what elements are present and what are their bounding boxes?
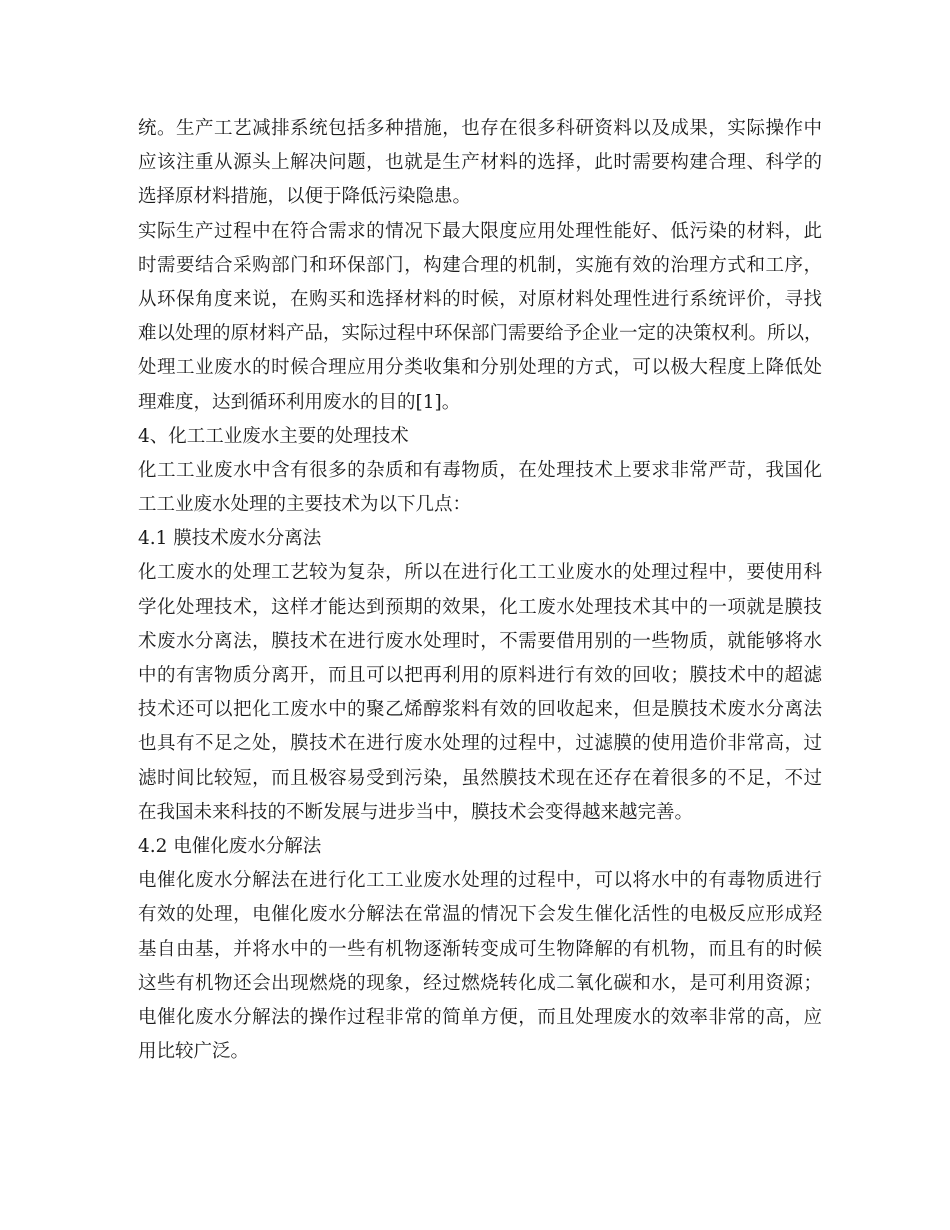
text-line: 选择原材料措施，以便于降低污染隐患。 bbox=[138, 186, 472, 208]
text-line: 时需要结合采购部门和环保部门，构建合理的机制，实施有效的治理方式和工序， bbox=[138, 254, 822, 276]
text-line: 也具有不足之处，膜技术在进行废水处理的过程中，过滤膜的使用造价非常高，过 bbox=[138, 733, 822, 755]
text-line: 实际生产过程中在符合需求的情况下最大限度应用处理性能好、低污染的材料，此 bbox=[138, 220, 822, 242]
text-line: 从环保角度来说，在购买和选择材料的时候，对原材料处理性进行系统评价，寻找 bbox=[138, 288, 822, 310]
text-line: 技术还可以把化工废水中的聚乙烯醇浆料有效的回收起来，但是膜技术废水分离法 bbox=[138, 699, 822, 721]
text-line: 这些有机物还会出现燃烧的现象，经过燃烧转化成二氧化碳和水，是可利用资源； bbox=[138, 972, 822, 994]
text-line: 应该注重从源头上解决问题，也就是生产材料的选择，此时需要构建合理、科学的 bbox=[138, 152, 822, 174]
text-line: 用比较广泛。 bbox=[138, 1041, 250, 1063]
text-line: 4.1 膜技术废水分离法 bbox=[138, 528, 322, 550]
text-line: 基自由基，并将水中的一些有机物逐渐转变成可生物降解的有机物，而且有的时候 bbox=[138, 938, 822, 960]
text-line: 电催化废水分解法的操作过程非常的简单方便，而且处理废水的效率非常的高，应 bbox=[138, 1006, 822, 1028]
text-line: 处理工业废水的时候合理应用分类收集和分别处理的方式，可以极大程度上降低处 bbox=[138, 357, 822, 379]
text-line: 理难度，达到循环利用废水的目的[1]。 bbox=[138, 391, 461, 413]
text-line: 统。生产工艺减排系统包括多种措施，也存在很多科研资料以及成果，实际操作中 bbox=[138, 118, 822, 139]
text-line: 学化处理技术，这样才能达到预期的效果，化工废水处理技术其中的一项就是膜技 bbox=[138, 596, 822, 618]
text-line: 4、化工工业废水主要的处理技术 bbox=[138, 425, 409, 447]
text-line: 中的有害物质分离开，而且可以把再利用的原料进行有效的回收；膜技术中的超滤 bbox=[138, 665, 822, 686]
text-line: 有效的处理，电催化废水分解法在常温的情况下会发生催化活性的电极反应形成羟 bbox=[138, 904, 822, 926]
document-body bbox=[138, 112, 822, 1069]
text-line: 在我国未来科技的不断发展与进步当中，膜技术会变得越来越完善。 bbox=[138, 801, 694, 823]
text-line: 化工废水的处理工艺较为复杂，所以在进行化工工业废水的处理过程中，要使用科 bbox=[138, 562, 822, 584]
text-line: 4.2 电催化废水分解法 bbox=[138, 835, 322, 857]
text-line: 电催化废水分解法在进行化工工业废水处理的过程中，可以将水中的有毒物质进行 bbox=[138, 870, 822, 892]
text-line: 难以处理的原材料产品，实际过程中环保部门需要给予企业一定的决策权利。所以， bbox=[138, 323, 823, 345]
text-line: 滤时间比较短，而且极容易受到污染，虽然膜技术现在还存在着很多的不足，不过 bbox=[138, 767, 822, 789]
text-line: 工工业废水处理的主要技术为以下几点： bbox=[138, 494, 472, 516]
text-line: 化工工业废水中含有很多的杂质和有毒物质，在处理技术上要求非常严苛，我国化 bbox=[138, 459, 822, 481]
text-line: 术废水分离法，膜技术在进行废水处理时，不需要借用别的一些物质，就能够将水 bbox=[138, 630, 822, 652]
